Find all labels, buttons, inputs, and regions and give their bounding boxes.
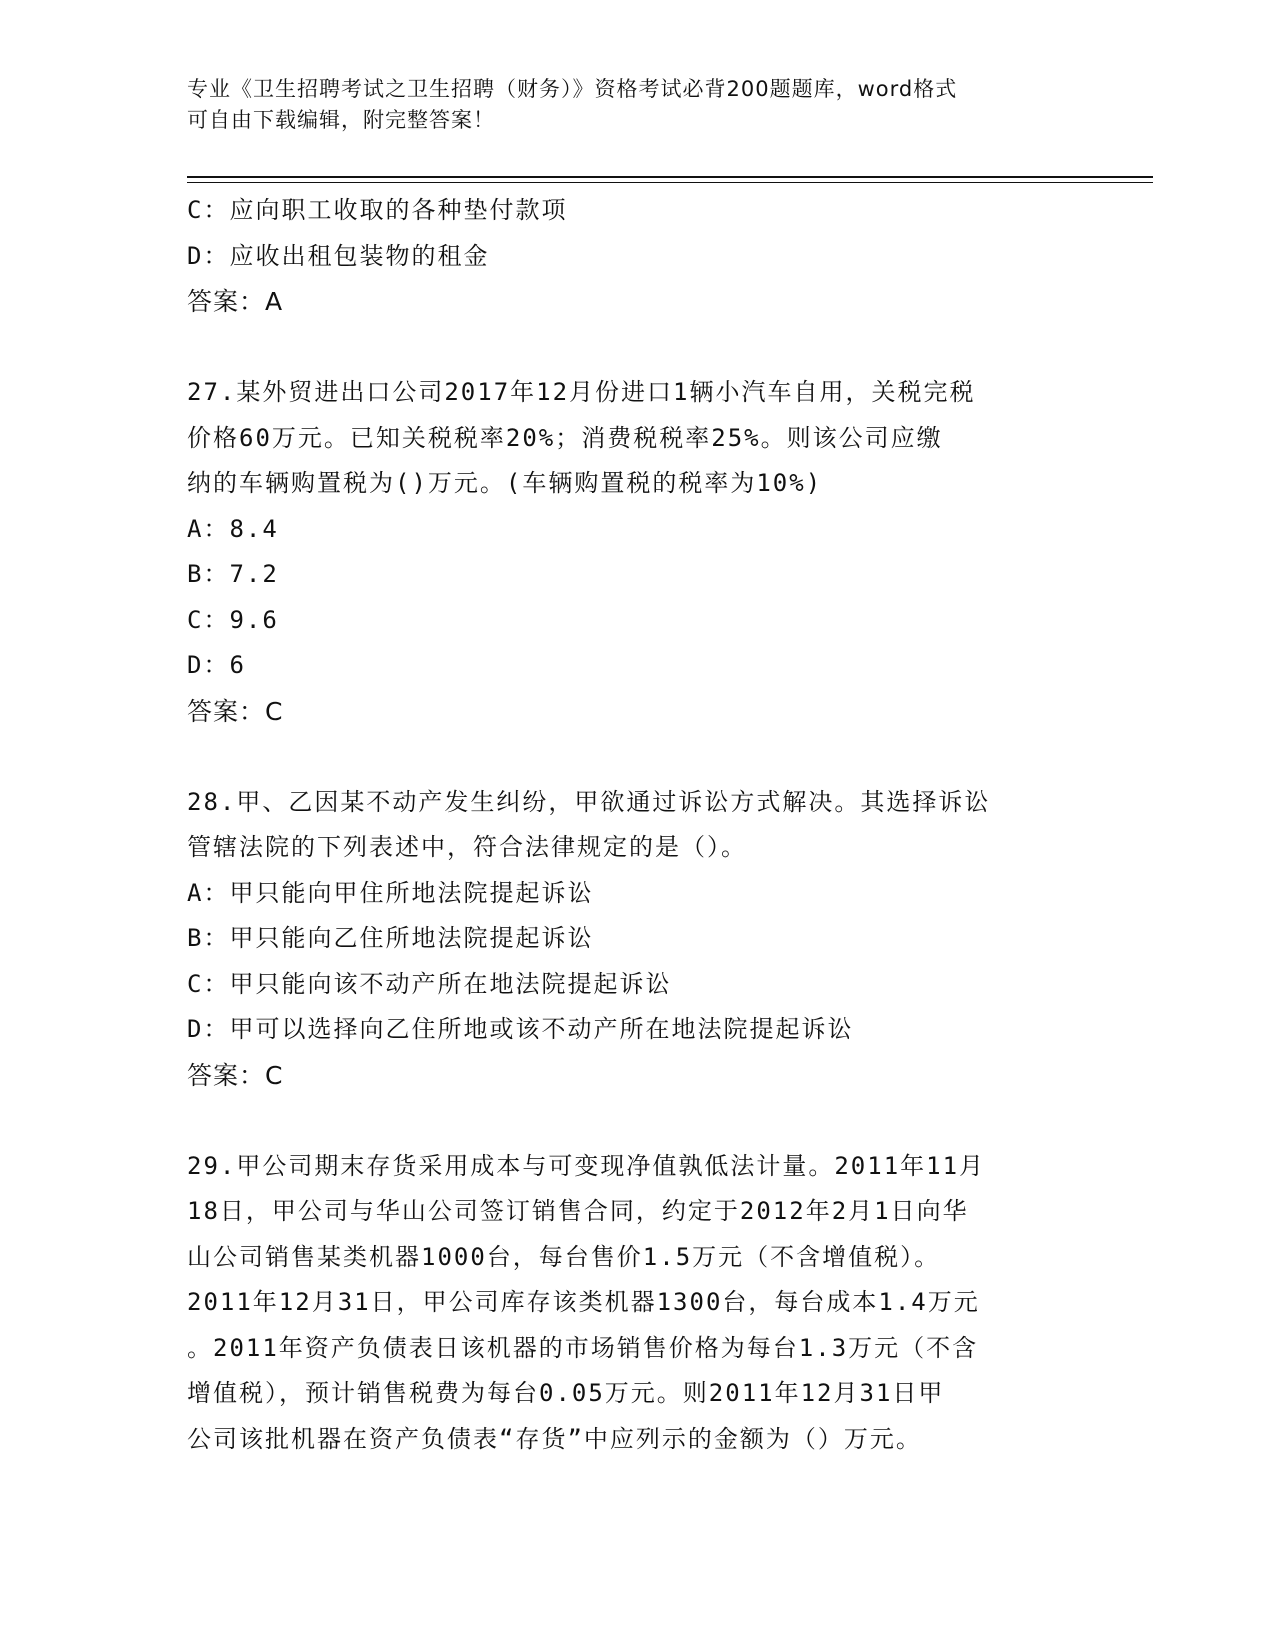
question-stem-line: 28.甲、乙因某不动产发生纠纷，甲欲通过诉讼方式解决。其选择诉讼 <box>187 787 991 816</box>
question-stem-line: 山公司销售某类机器1000台，每台售价1.5万元（不含增值税）。 <box>187 1242 941 1271</box>
spacer <box>187 734 1087 780</box>
question-stem-line: 价格60万元。已知关税税率20%；消费税税率25%。则该公司应缴 <box>187 423 943 452</box>
question-stem-line: 管辖法院的下列表述中，符合法律规定的是（）。 <box>187 833 747 861</box>
question-stem-line: 公司该批机器在资产负债表“存货”中应列示的金额为（）万元。 <box>187 1424 922 1453</box>
option-c: C：应向职工收取的各种垫付款项 <box>187 196 568 224</box>
option-d: D：应收出租包装物的租金 <box>187 241 490 270</box>
question-stem-line: 27.某外贸进出口公司2017年12月份进口1辆小汽车自用，关税完税 <box>187 378 976 406</box>
spacer <box>187 325 1087 371</box>
option-b: B：甲只能向乙住所地法院提起诉讼 <box>187 924 594 952</box>
previous-question-tail <box>187 188 1087 325</box>
question-stem-line: 2011年12月31日，甲公司库存该类机器1300台，每台成本1.4万元 <box>187 1288 980 1316</box>
option-a: A：8.4 <box>187 514 279 543</box>
option-d: D：甲可以选择向乙住所地或该不动产所在地法院提起诉讼 <box>187 1015 854 1043</box>
question-stem-line: 纳的车辆购置税为()万元。(车辆购置税的税率为10%) <box>187 469 823 497</box>
answer-line: 答案：A <box>187 287 284 316</box>
answer-line: 答案：C <box>187 696 284 726</box>
question-27 <box>187 370 1087 734</box>
answer-line: 答案：C <box>187 1060 284 1090</box>
header-line-2: 可自由下载编辑，附完整答案！ <box>187 108 495 132</box>
question-stem-line: 增值税），预计销售税费为每台0.05万元。则2011年12月31日甲 <box>187 1379 945 1407</box>
header-line-1: 专业《卫生招聘考试之卫生招聘（财务）》资格考试必背200题题库，word格式 <box>187 77 958 101</box>
option-b: B：7.2 <box>187 560 279 588</box>
header-divider-thin <box>187 182 1153 183</box>
header-divider-thick <box>187 176 1153 178</box>
option-a: A：甲只能向甲住所地法院提起诉讼 <box>187 878 594 907</box>
document-header <box>187 74 1067 136</box>
spacer <box>187 1098 1087 1144</box>
option-c: C：甲只能向该不动产所在地法院提起诉讼 <box>187 969 672 998</box>
document-body <box>187 188 1087 1462</box>
question-stem-line: 29.甲公司期末存货采用成本与可变现净值孰低法计量。2011年11月 <box>187 1151 986 1180</box>
option-c: C：9.6 <box>187 605 279 634</box>
question-stem-line: 18日，甲公司与华山公司签订销售合同，约定于2012年2月1日向华 <box>187 1197 969 1225</box>
option-d: D：6 <box>187 651 246 679</box>
question-28 <box>187 780 1087 1099</box>
question-stem-line: 。2011年资产负债表日该机器的市场销售价格为每台1.3万元（不含 <box>187 1333 979 1362</box>
question-29 <box>187 1144 1087 1463</box>
